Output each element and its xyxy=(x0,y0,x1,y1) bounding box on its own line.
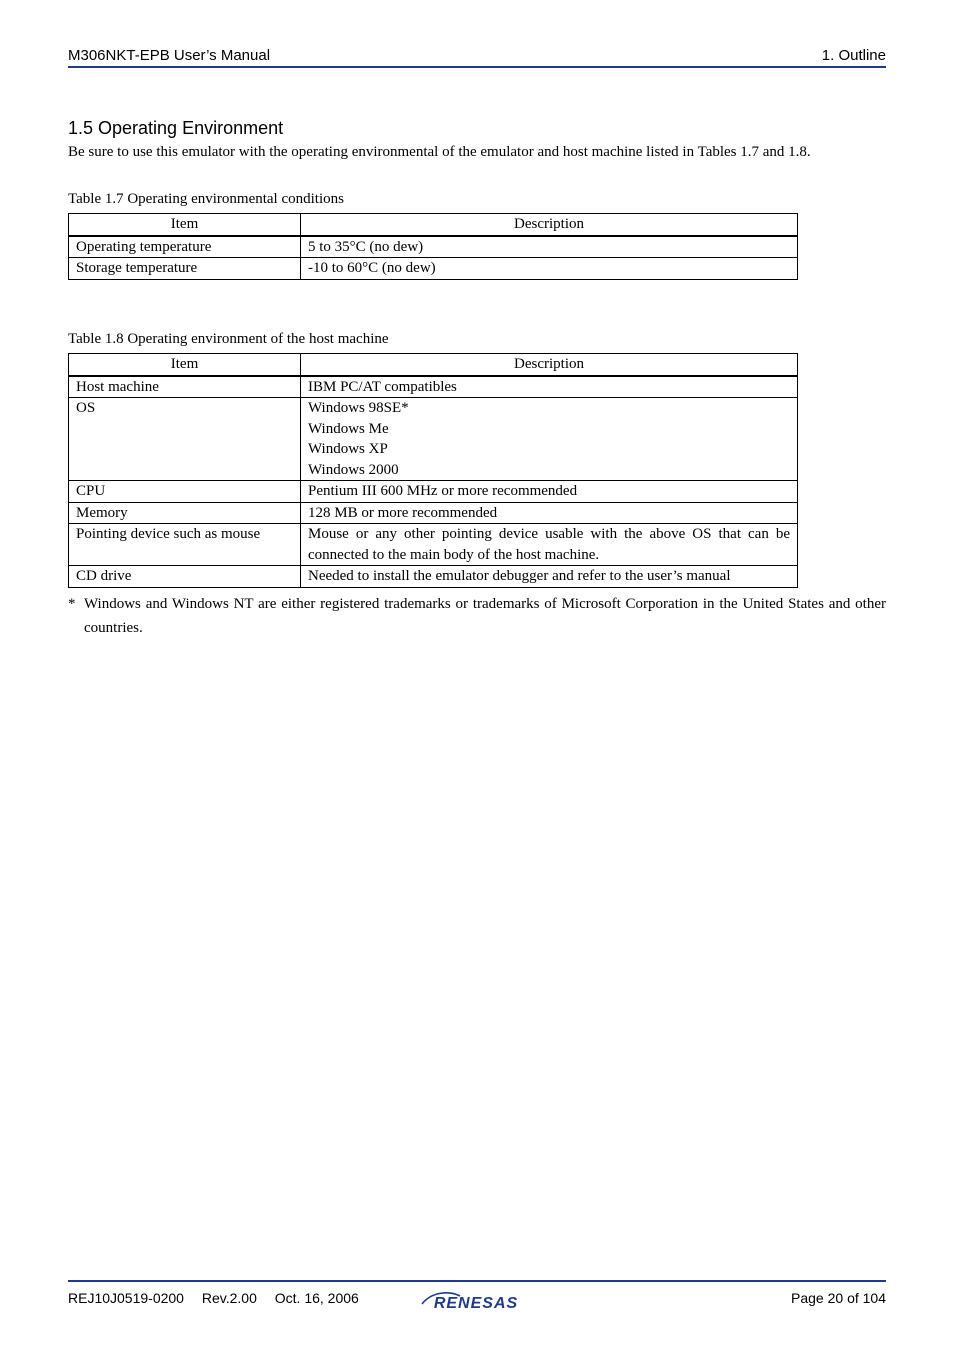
cell-description: Mouse or any other pointing device usable with the above OS that can be connected to the main body of the host machine. xyxy=(301,524,798,566)
table-operating-conditions xyxy=(68,213,798,280)
footer-doc-info xyxy=(68,1290,373,1306)
column-header-item: Item xyxy=(69,214,301,236)
table-host-machine xyxy=(68,353,798,588)
cell-item: Memory xyxy=(69,502,301,524)
os-line: Windows Me xyxy=(308,420,389,437)
page-header xyxy=(68,47,886,67)
cell-item: Operating temperature xyxy=(69,236,301,258)
cell-item: Pointing device such as mouse xyxy=(69,524,301,566)
cell-item: Host machine xyxy=(69,376,301,398)
cell-item: CD drive xyxy=(69,566,301,588)
column-header-description: Description xyxy=(301,354,798,376)
table1-caption: Table 1.7 Operating environmental conditions xyxy=(68,191,344,207)
column-header-item: Item xyxy=(69,354,301,376)
section-intro: Be sure to use this emulator with the operating environmental of the emulator and host machine listed in Tables 1.7 and 1.8. xyxy=(68,144,811,160)
footer-rule xyxy=(68,1280,886,1282)
cell-description: Pentium III 600 MHz or more recommended xyxy=(301,481,798,503)
cell-description: IBM PC/AT compatibles xyxy=(301,376,798,398)
logo-wordmark: RENESAS xyxy=(433,1295,519,1311)
table-row xyxy=(69,376,798,398)
table-row xyxy=(69,502,798,524)
cell-description: -10 to 60°C (no dew) xyxy=(301,258,798,280)
table-row xyxy=(69,566,798,588)
os-line: Windows XP xyxy=(308,441,388,457)
table-row xyxy=(69,481,798,503)
cell-item: Storage temperature xyxy=(69,258,301,280)
cell-item: CPU xyxy=(69,481,301,503)
header-manual-title: M306NKT-EPB User’s Manual xyxy=(68,47,271,64)
footnote-marker: * xyxy=(68,596,76,612)
footer-date: Oct. 16, 2006 xyxy=(274,1290,359,1306)
renesas-logo xyxy=(420,1289,532,1311)
trademark-footnote xyxy=(68,592,886,640)
os-line: Windows 2000 xyxy=(308,461,399,478)
footer-revision: Rev.2.00 xyxy=(201,1290,257,1306)
header-rule xyxy=(68,66,886,68)
column-header-description: Description xyxy=(301,214,798,236)
table-header-row xyxy=(69,354,798,376)
table2-caption: Table 1.8 Operating environment of the host machine xyxy=(68,331,389,347)
cell-item: OS xyxy=(69,398,301,481)
cell-description: 5 to 35°C (no dew) xyxy=(301,236,798,258)
table-row xyxy=(69,258,798,280)
section-title: 1.5 Operating Environment xyxy=(68,118,284,138)
cell-description-os xyxy=(301,398,798,481)
footer-doc-number: REJ10J0519-0200 xyxy=(68,1290,184,1306)
footnote-text: Windows and Windows NT are either registered trademarks or trademarks of Microsoft Corporation in the United States and other countries. xyxy=(84,596,886,636)
table-row xyxy=(69,398,798,481)
table-header-row xyxy=(69,214,798,236)
table-row xyxy=(69,236,798,258)
os-line: Windows 98SE* xyxy=(308,400,409,416)
cell-description: 128 MB or more recommended xyxy=(301,502,798,524)
cell-description: Needed to install the emulator debugger and refer to the user’s manual xyxy=(301,566,798,588)
table-row xyxy=(69,524,798,566)
footer-page-number: Page 20 of 104 xyxy=(791,1290,886,1306)
header-chapter: 1. Outline xyxy=(821,47,886,64)
